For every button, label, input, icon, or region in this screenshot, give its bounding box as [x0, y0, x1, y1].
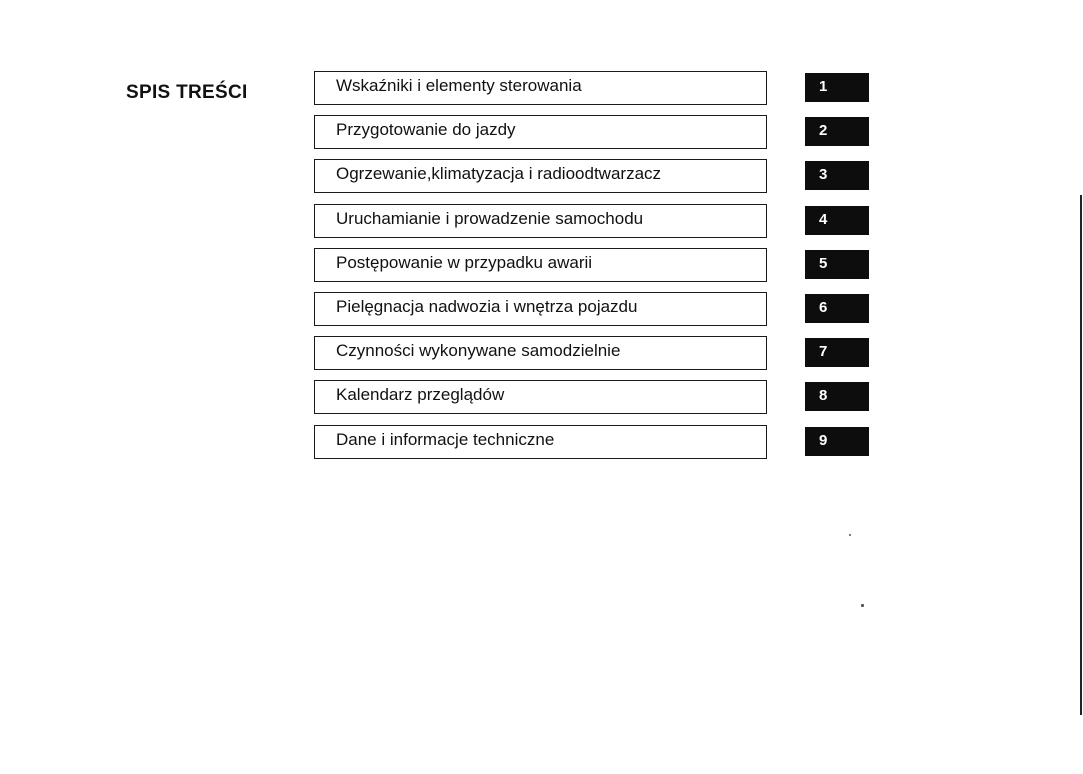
toc-entry-5 — [314, 248, 828, 292]
toc-entry-7 — [314, 336, 828, 380]
chapter-tab-6[interactable] — [805, 294, 869, 323]
toc-label: Wskaźniki i elementy sterowania — [336, 76, 582, 95]
table-of-contents — [314, 71, 828, 469]
page-title: SPIS TREŚCI — [126, 82, 248, 103]
chapter-number: 7 — [819, 343, 828, 361]
scan-speck — [861, 604, 864, 607]
toc-entry-4 — [314, 204, 828, 248]
toc-link-2[interactable] — [314, 115, 767, 149]
toc-entry-8 — [314, 380, 828, 424]
chapter-tab-7[interactable] — [805, 338, 869, 367]
toc-link-8[interactable] — [314, 380, 767, 414]
chapter-number: 1 — [819, 78, 828, 95]
toc-entry-1 — [314, 71, 828, 115]
toc-entry-3 — [314, 159, 828, 203]
chapter-tab-9[interactable] — [805, 427, 869, 456]
toc-label: Pielęgnacja nadwozia i wnętrza pojazdu — [336, 296, 638, 316]
chapter-number: 6 — [819, 298, 828, 316]
chapter-number: 9 — [819, 431, 828, 449]
toc-link-9[interactable] — [314, 425, 767, 459]
chapter-tab-3[interactable] — [805, 161, 869, 190]
chapter-tab-5[interactable] — [805, 250, 869, 279]
toc-entry-6 — [314, 292, 828, 336]
toc-entry-2 — [314, 115, 828, 159]
chapter-number: 3 — [819, 166, 828, 184]
toc-link-5[interactable] — [314, 248, 767, 282]
chapter-tab-2[interactable] — [805, 117, 869, 146]
toc-label: Czynności wykonywane samodzielnie — [336, 341, 621, 361]
chapter-tab-4[interactable] — [805, 206, 869, 235]
toc-label: Uruchamianie i prowadzenie samochodu — [336, 208, 644, 228]
toc-link-1[interactable] — [314, 71, 767, 105]
chapter-number: 8 — [819, 387, 828, 405]
toc-label: Ogrzewanie,klimatyzacja i radioodtwarzacz — [336, 164, 662, 184]
toc-label: Kalendarz przeglądów — [336, 385, 505, 405]
toc-label: Przygotowanie do jazdy — [336, 120, 516, 140]
chapter-number: 5 — [819, 254, 828, 272]
toc-link-6[interactable] — [314, 292, 767, 326]
chapter-tab-8[interactable] — [805, 382, 869, 411]
toc-entry-9 — [314, 425, 828, 469]
chapter-number: 2 — [819, 122, 828, 140]
toc-label: Postępowanie w przypadku awarii — [336, 252, 593, 272]
scan-speck — [849, 534, 851, 536]
toc-label: Dane i informacje techniczne — [336, 429, 555, 449]
toc-link-3[interactable] — [314, 159, 767, 193]
chapter-number: 4 — [819, 210, 828, 228]
toc-link-4[interactable] — [314, 204, 767, 238]
toc-link-7[interactable] — [314, 336, 767, 370]
chapter-tab-1[interactable] — [805, 73, 869, 102]
scan-edge-line — [1080, 195, 1082, 715]
